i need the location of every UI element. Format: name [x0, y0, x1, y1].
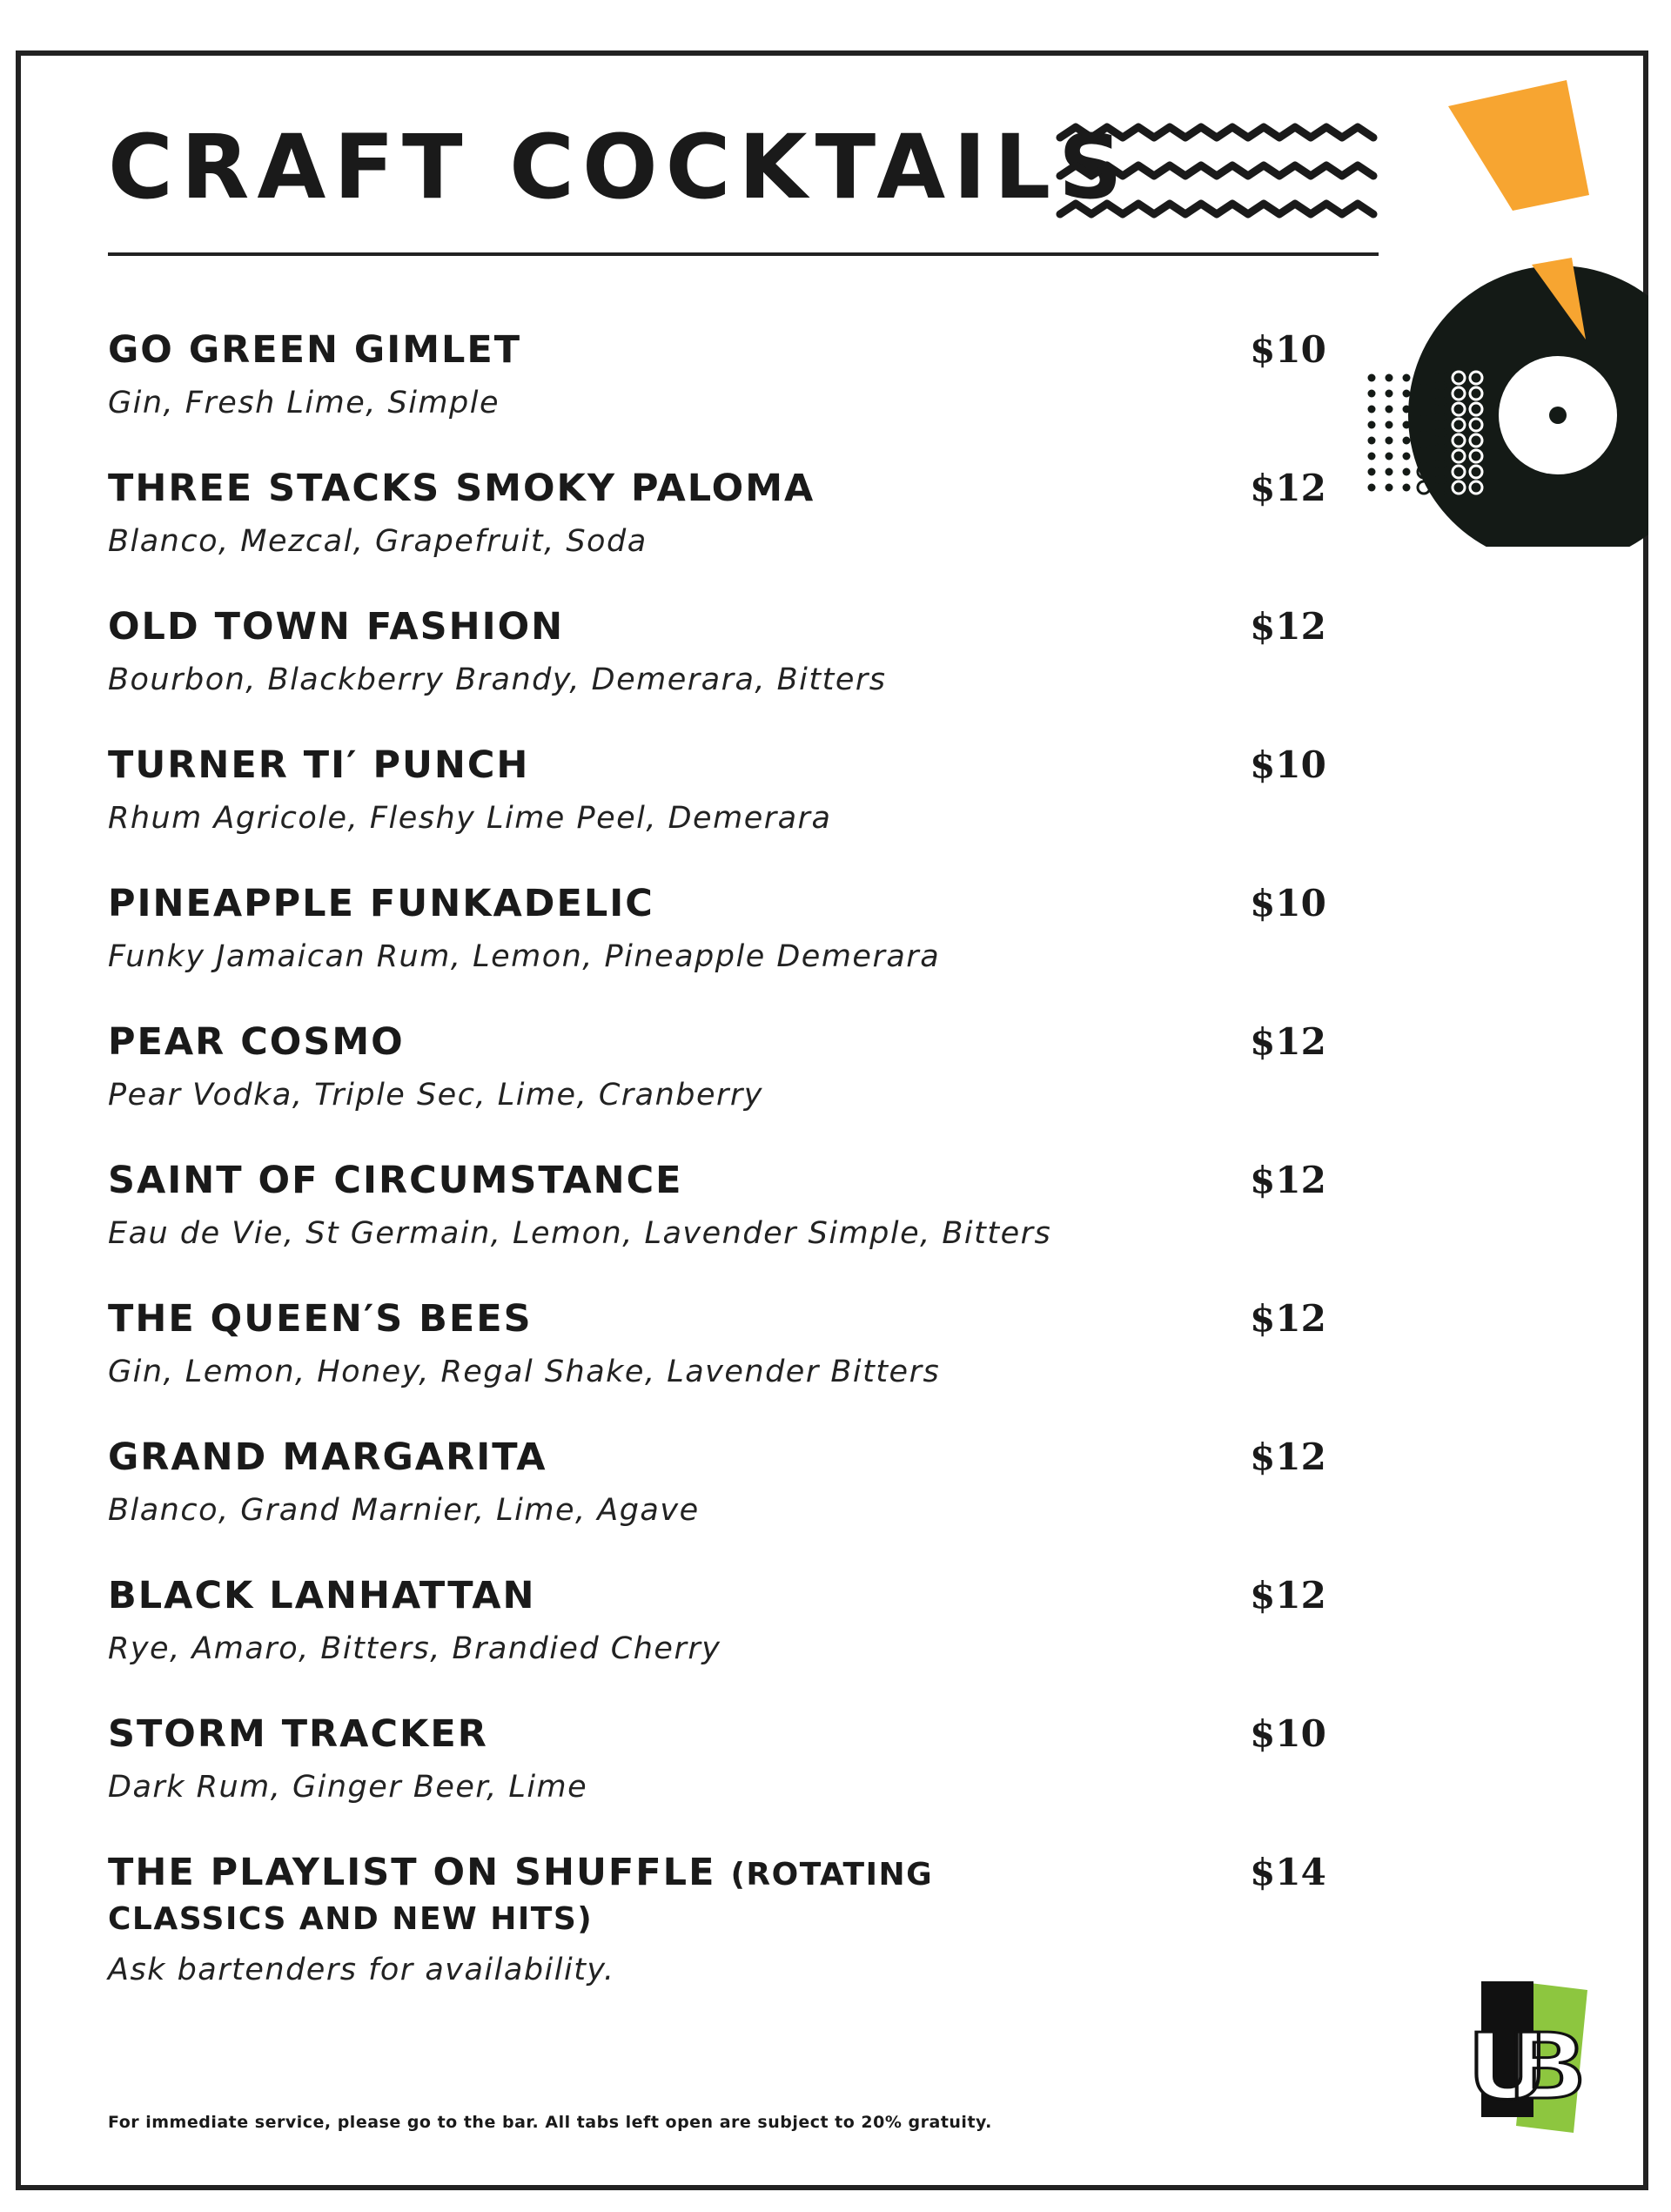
cocktail-ingredients: Funky Jamaican Rum, Lemon, Pineapple Demerara	[108, 939, 941, 974]
cocktail-ingredients: Blanco, Mezcal, Grapefruit, Soda	[108, 524, 648, 559]
cocktail-price: $12	[1250, 1435, 1326, 1478]
ub-logo-icon	[1470, 1978, 1587, 2133]
cocktail-price: $12	[1250, 1297, 1326, 1340]
title-divider	[108, 252, 1379, 256]
zigzag-waves-icon	[1057, 122, 1380, 228]
menu-item	[108, 1298, 1326, 1391]
cocktail-name: THREE STACKS SMOKY PALOMA	[108, 467, 815, 510]
cocktail-ingredients: Pear Vodka, Triple Sec, Lime, Cranberry	[108, 1078, 764, 1113]
pattern-dot	[1386, 437, 1393, 445]
footer-note: For immediate service, please go to the bar. All tabs left open are subject to 20% gratuity.	[108, 2113, 992, 2132]
pattern-dot	[1386, 374, 1393, 382]
pattern-dot	[1368, 421, 1376, 429]
pattern-dot	[1386, 468, 1393, 476]
pattern-dot	[1368, 390, 1376, 398]
pattern-dot	[1403, 390, 1411, 398]
menu-item	[108, 883, 1326, 976]
pattern-dot	[1403, 374, 1411, 382]
cocktail-name: OLD TOWN FASHION	[108, 605, 565, 649]
pattern-dot	[1368, 406, 1376, 413]
pattern-dot	[1386, 406, 1393, 413]
logo-text: UB	[1470, 2014, 1580, 2120]
pattern-dot	[1368, 484, 1376, 492]
cocktail-price: $12	[1250, 1159, 1326, 1201]
menu-item	[108, 1160, 1326, 1253]
cocktail-name: STORM TRACKER	[108, 1712, 488, 1756]
cocktail-price: $10	[1250, 328, 1326, 371]
cocktail-price: $10	[1250, 1712, 1326, 1755]
pattern-dot	[1403, 437, 1411, 445]
menu-item	[108, 744, 1326, 837]
pattern-dot	[1386, 390, 1393, 398]
cocktail-price: $12	[1250, 605, 1326, 648]
cocktail-name: THE PLAYLIST ON SHUFFLE (ROTATING CLASSICS AND NEW HITS)	[108, 1851, 934, 1937]
pattern-dot	[1403, 421, 1411, 429]
pattern-dot	[1403, 468, 1411, 476]
cocktail-name: TURNER TI′ PUNCH	[108, 743, 530, 787]
cocktail-name: GRAND MARGARITA	[108, 1435, 547, 1479]
pattern-dot	[1403, 453, 1411, 461]
cocktail-ingredients: Gin, Lemon, Honey, Regal Shake, Lavender Bitters	[108, 1355, 941, 1389]
pattern-dot	[1403, 484, 1411, 492]
cocktail-ingredients: Rhum Agricole, Fleshy Lime Peel, Demerara	[108, 801, 832, 836]
pattern-dot	[1368, 437, 1376, 445]
menu-item	[108, 1021, 1326, 1114]
cocktail-name: GO GREEN GIMLET	[108, 328, 522, 372]
pattern-dot	[1386, 421, 1393, 429]
page-title: CRAFT COCKTAILS	[108, 116, 1131, 219]
cocktail-name: PINEAPPLE FUNKADELIC	[108, 882, 654, 925]
cocktail-price: $12	[1250, 1574, 1326, 1617]
menu-item	[108, 467, 1326, 561]
pattern-dot	[1386, 453, 1393, 461]
menu-item	[108, 1713, 1326, 1806]
pattern-dot	[1368, 468, 1376, 476]
cocktail-name: THE QUEEN′S BEES	[108, 1297, 533, 1341]
cocktail-price: $12	[1250, 467, 1326, 509]
menu-item	[108, 1436, 1326, 1530]
cocktail-price: $10	[1250, 882, 1326, 924]
cocktail-price: $12	[1250, 1020, 1326, 1063]
pattern-dot	[1386, 484, 1393, 492]
cocktail-ingredients: Dark Rum, Ginger Beer, Lime	[108, 1770, 588, 1805]
menu-item	[108, 1852, 1091, 1989]
cocktail-name: SAINT OF CIRCUMSTANCE	[108, 1159, 683, 1202]
cocktail-ingredients: Blanco, Grand Marnier, Lime, Agave	[108, 1493, 700, 1528]
cocktail-price: $10	[1250, 743, 1326, 786]
vinyl-record-icon	[1358, 77, 1648, 547]
menu-item	[108, 606, 1326, 699]
cocktail-ingredients: Rye, Amaro, Bitters, Brandied Cherry	[108, 1631, 721, 1666]
menu-item	[108, 1575, 1326, 1668]
pattern-dot	[1403, 406, 1411, 413]
pattern-dot	[1368, 374, 1376, 382]
cocktail-ingredients: Eau de Vie, St Germain, Lemon, Lavender Simple, Bitters	[108, 1216, 1052, 1251]
pattern-dot	[1368, 453, 1376, 461]
cocktail-price: $14	[1250, 1851, 1326, 1893]
cocktail-ingredients: Ask bartenders for availability.	[108, 1953, 615, 1987]
menu-item	[108, 329, 1326, 422]
cocktail-ingredients: Bourbon, Blackberry Brandy, Demerara, Bitters	[108, 662, 887, 697]
cocktail-name: PEAR COSMO	[108, 1020, 405, 1064]
cocktail-ingredients: Gin, Fresh Lime, Simple	[108, 386, 500, 420]
cocktail-name: BLACK LANHATTAN	[108, 1574, 536, 1617]
